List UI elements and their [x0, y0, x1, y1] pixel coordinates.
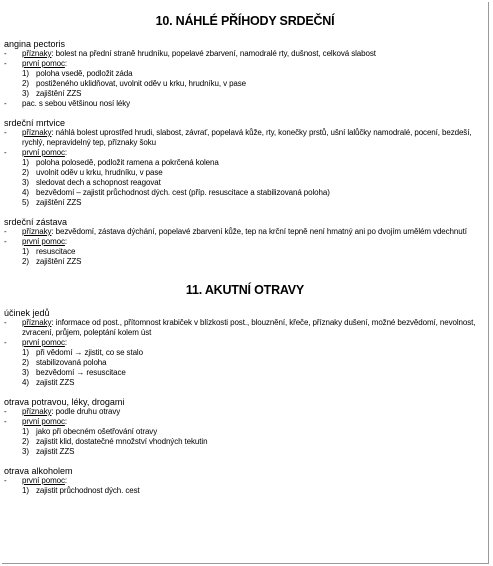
step-text: zajistit ZZS [36, 447, 75, 456]
section-title: otrava potravou, léky, drogami [4, 397, 125, 407]
bullet-dash: - [4, 407, 7, 416]
first-aid-colon: : [64, 237, 68, 246]
step-text: sledovat dech a schopnost reagovat [36, 178, 161, 187]
symptoms-row [4, 407, 486, 417]
step-text: bezvědomí → resuscitace [36, 368, 126, 377]
list-item: 1) zajistit průchodnost dých. cest [4, 486, 486, 496]
first-aid-label: první pomoc [22, 338, 65, 347]
bullet-dash: - [4, 99, 7, 108]
step-text: poloha vsedě, podložit záda [36, 69, 133, 78]
first-aid-colon: : [64, 417, 68, 426]
bullet-dash: - [4, 59, 7, 68]
first-aid-colon: : [64, 59, 68, 68]
symptoms-label: příznaky [22, 49, 52, 58]
list-item: 1) resuscitace [4, 247, 486, 257]
section-srdecni-mrtvice [4, 118, 486, 208]
list-item: 4) zajistit ZZS [4, 378, 486, 388]
first-aid-row [4, 338, 486, 348]
step-text: resuscitace [36, 247, 76, 256]
list-item: 3) zajistit ZZS [4, 447, 486, 457]
list-item: 2) uvolnit oděv u krku, hrudníku, v pase [4, 168, 486, 178]
bullet-dash: - [4, 417, 7, 426]
list-item: 5) zajištění ZZS [4, 198, 486, 208]
list-item: 4) bezvědomí – zajistit průchodnost dých. cest (příp. resuscitace a stabilizovaná poloha) [4, 188, 486, 198]
step-text: zajištění ZZS [36, 198, 82, 207]
note-row [4, 99, 486, 109]
step-text: jako při obecném ošetřování otravy [36, 427, 158, 436]
list-item: 1) poloha vsedě, podložit záda [4, 69, 486, 79]
list-item: 3) bezvědomí → resuscitace [4, 368, 486, 378]
first-aid-label: první pomoc [22, 148, 65, 157]
first-aid-colon: : [64, 148, 68, 157]
list-item: 2) zajistit klid, dostatečné množství vhodných tekutin [4, 437, 486, 447]
section-srdecni-zastava [4, 217, 486, 267]
list-item: 3) zajištění ZZS [4, 89, 486, 99]
first-aid-label: první pomoc [22, 237, 65, 246]
bullet-dash: - [4, 128, 7, 137]
section-title: účinek jedů [4, 308, 50, 318]
first-aid-row [4, 417, 486, 427]
note-text: pac. s sebou většinou nosí léky [22, 99, 131, 108]
first-aid-row [4, 59, 486, 69]
bullet-dash: - [4, 49, 7, 58]
symptoms-row [4, 227, 486, 237]
first-aid-label: první pomoc [22, 417, 65, 426]
first-aid-colon: : [64, 476, 68, 485]
bullet-dash: - [4, 476, 7, 485]
symptoms-text: : náhlá bolest uprostřed hrudi, slabost, závrať, popelavá kůže, rty, konečky prstů, ušní lalůčky namodralé, pocení, bezdeší, rychlý, nepravidelný tep, příznaky šoku [22, 128, 472, 147]
section-angina-pectoris [4, 39, 486, 109]
first-aid-row [4, 237, 486, 247]
symptoms-row [4, 49, 486, 59]
section-otrava-potravou [4, 397, 486, 457]
step-text: postiženého uklidňovat, uvolnit oděv u krku, hrudníku, v pase [36, 79, 247, 88]
step-text: bezvědomí – zajistit průchodnost dých. cest (příp. resuscitace a stabilizovaná poloha) [36, 188, 330, 197]
list-item: 1) jako při obecném ošetřování otravy [4, 427, 486, 437]
bullet-dash: - [4, 318, 7, 327]
step-text: uvolnit oděv u krku, hrudníku, v pase [36, 168, 163, 177]
list-item: 3) sledovat dech a schopnost reagovat [4, 178, 486, 188]
step-text: zajistit klid, dostatečné množství vhodných tekutin [36, 437, 208, 446]
section-title: srdeční mrtvice [4, 118, 66, 128]
section-ucinek-jedu [4, 308, 486, 388]
symptoms-text: : podle druhu otravy [51, 407, 121, 416]
step-text: poloha polosedě, podložit ramena a pokrčená kolena [36, 158, 219, 167]
bullet-dash: - [4, 148, 7, 157]
list-item: 1) poloha polosedě, podložit ramena a pokrčená kolena [4, 158, 486, 168]
section-title: srdeční zástava [4, 217, 68, 227]
list-item: 2) postiženého uklidňovat, uvolnit oděv u krku, hrudníku, v pase [4, 79, 486, 89]
symptoms-label: příznaky [22, 407, 52, 416]
step-text: zajistit průchodnost dých. cest [36, 486, 140, 495]
bullet-dash: - [4, 237, 7, 246]
first-aid-row [4, 148, 486, 158]
symptoms-label: příznaky [22, 128, 52, 137]
step-text: zajištění ZZS [36, 89, 82, 98]
step-text: zajistit ZZS [36, 378, 75, 387]
first-aid-label: první pomoc [22, 476, 65, 485]
list-item: 2) stabilizovaná poloha [4, 358, 486, 368]
symptoms-text: : bolest na přední straně hrudníku, popelavé zbarvení, namodralé rty, dušnost, celková slabost [51, 49, 376, 58]
first-aid-colon: : [64, 338, 68, 347]
first-aid-label: první pomoc [22, 59, 65, 68]
bullet-dash: - [4, 338, 7, 347]
list-item: 1) při vědomí → zjistit, co se stalo [4, 348, 486, 358]
symptoms-row [4, 128, 486, 148]
document-body [4, 14, 486, 496]
symptoms-row [4, 318, 486, 338]
step-text: zajištění ZZS [36, 257, 82, 266]
section-title: angina pectoris [4, 39, 66, 49]
section-otrava-alkoholem [4, 466, 486, 496]
symptoms-text: : bezvědomí, zástava dýchání, popelavé zbarvení kůže, tep na krční tepně není hmatný ani po dvojím umělém vdechnutí [51, 227, 467, 236]
bullet-dash: - [4, 227, 7, 236]
first-aid-row [4, 476, 486, 486]
section-heading-10: 10. NÁHLÉ PŘÍHODY SRDEČNÍ [155, 14, 335, 28]
step-text: stabilizovaná poloha [36, 358, 107, 367]
step-text: při vědomí → zjistit, co se stalo [36, 348, 143, 357]
section-heading-11: 11. AKUTNÍ OTRAVY [185, 283, 305, 297]
symptoms-label: příznaky [22, 227, 52, 236]
symptoms-label: příznaky [22, 318, 52, 327]
section-title: otrava alkoholem [4, 466, 73, 476]
list-item: 2) zajištění ZZS [4, 257, 486, 267]
symptoms-text: : informace od post., přítomnost krabiček v blízkosti post., blouznění, křeče, příznaky dušení, možné bezvědomí, nevolnost, zvracení, průjem, poleptání kolem úst [22, 318, 476, 337]
